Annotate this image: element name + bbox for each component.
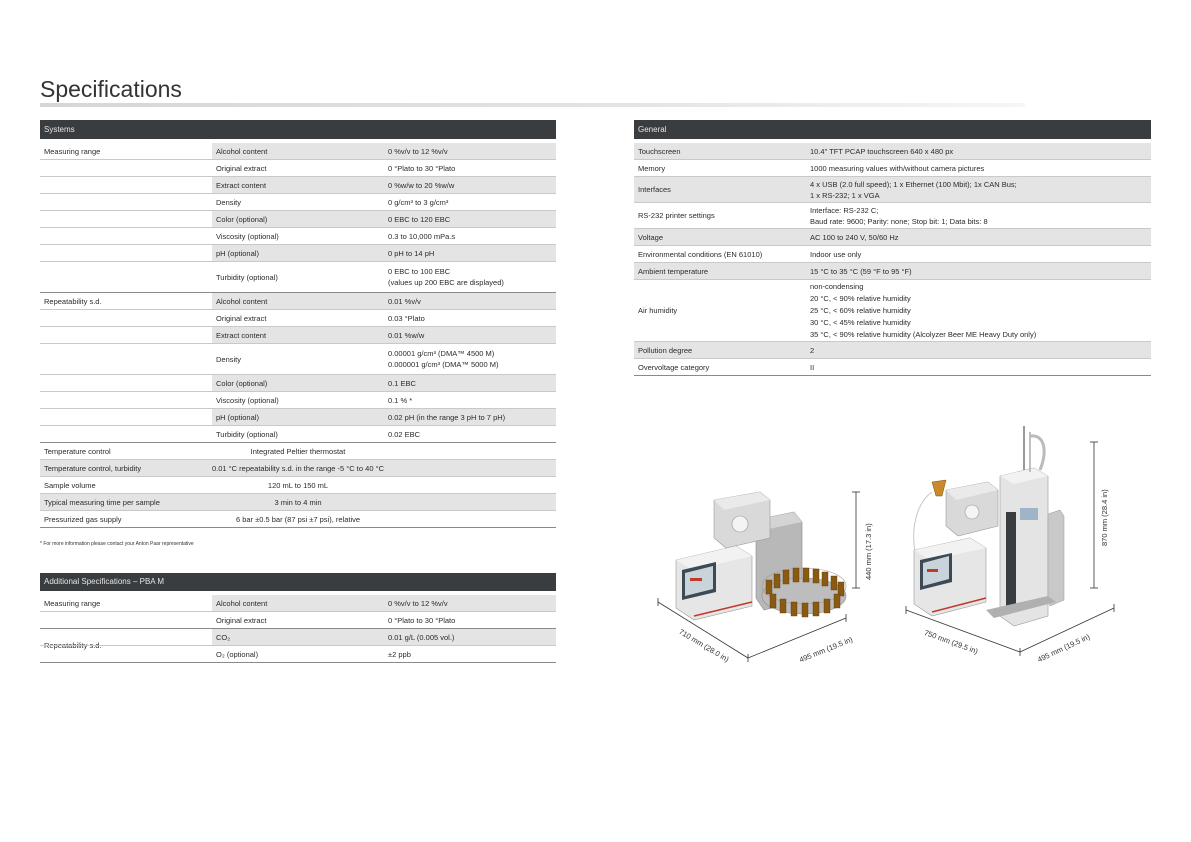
param-label: Alcohol content bbox=[212, 143, 384, 159]
table-row bbox=[40, 327, 556, 344]
table-row bbox=[634, 143, 1151, 160]
additional-measuring-range-group bbox=[40, 595, 556, 629]
table-row bbox=[634, 280, 1151, 342]
table-row bbox=[40, 629, 556, 646]
param-value: 0.02 EBC bbox=[388, 429, 421, 439]
spec-label: Pressurized gas supply bbox=[44, 514, 122, 524]
param-label: O₂ (optional) bbox=[216, 649, 259, 659]
table-row bbox=[40, 375, 556, 392]
spec-label: Pollution degree bbox=[638, 345, 693, 355]
param-label: pH (optional) bbox=[212, 409, 384, 425]
param-label: Density bbox=[216, 354, 242, 364]
param-label: Original extract bbox=[216, 313, 267, 323]
spec-label: Interfaces bbox=[638, 185, 671, 194]
spec-value-cell bbox=[806, 177, 1151, 202]
footnote: * For more information please contact your Anton Paar representative bbox=[40, 541, 194, 547]
param-value: 0.02 pH (in the range 3 pH to 7 pH) bbox=[384, 409, 556, 425]
param-label: Viscosity (optional) bbox=[216, 231, 279, 241]
additional-specs-header: Additional Specifications – PBA M bbox=[40, 573, 556, 591]
right-height-label: 870 mm (28.4 in) bbox=[1100, 489, 1109, 546]
page-title: Specifications bbox=[40, 76, 182, 102]
table-row bbox=[40, 494, 556, 511]
additional-specs-table bbox=[40, 573, 556, 663]
spec-value-cell bbox=[806, 203, 1151, 228]
param-label: Density bbox=[216, 197, 242, 207]
table-row bbox=[634, 246, 1151, 263]
spec-label: Temperature control bbox=[44, 446, 111, 456]
spec-label: Memory bbox=[638, 163, 666, 173]
spec-value: 0.01 °C repeatability s.d. in the range -5 °C to 40 °C bbox=[211, 463, 384, 473]
table-row bbox=[634, 263, 1151, 280]
param-label: Alcohol content bbox=[212, 595, 384, 611]
param-label: Original extract bbox=[216, 163, 267, 173]
repeatability-group bbox=[40, 293, 556, 443]
param-value: 0 pH to 14 pH bbox=[384, 245, 556, 261]
table-row bbox=[40, 262, 556, 293]
spec-value: 3 min to 4 min bbox=[274, 497, 322, 507]
param-value: 0.01 g/L (0.005 vol.) bbox=[384, 629, 556, 645]
spec-label: Air humidity bbox=[638, 306, 678, 315]
additional-repeatability-group bbox=[40, 629, 556, 663]
product-illustration bbox=[636, 420, 1128, 668]
table-row bbox=[634, 203, 1151, 229]
repeatability-label: Repeatability s.d. bbox=[44, 297, 102, 306]
table-row bbox=[634, 177, 1151, 203]
param-value: 0 g/cm³ to 3 g/cm³ bbox=[388, 197, 449, 207]
spec-label: Overvoltage category bbox=[638, 362, 710, 372]
spec-label: Touchscreen bbox=[638, 146, 681, 156]
param-value: 0 %v/v to 12 %v/v bbox=[384, 143, 556, 159]
spec-value-cell bbox=[806, 280, 1151, 341]
param-label: Color (optional) bbox=[212, 375, 384, 391]
spec-value-line: 4 x USB (2.0 full speed); 1 x Ethernet (100 Mbit); 1x CAN Bus; bbox=[810, 179, 1017, 189]
table-row bbox=[634, 229, 1151, 246]
right-width-label: 750 mm (29.5 in) bbox=[922, 628, 980, 656]
spec-value: 10.4" TFT PCAP touchscreen 640 x 480 px bbox=[810, 146, 954, 156]
systems-table bbox=[40, 120, 556, 528]
spec-value: 15 °C to 35 °C (59 °F to 95 °F) bbox=[810, 266, 912, 276]
spec-value-line: 20 °C, < 90% relative humidity bbox=[810, 293, 911, 303]
measuring-range-group bbox=[40, 143, 556, 293]
table-row bbox=[40, 595, 556, 612]
param-label: Extract content bbox=[212, 177, 384, 193]
table-row bbox=[40, 612, 556, 629]
table-row bbox=[40, 477, 556, 494]
param-value: 0.00001 g/cm³ (DMA™ 4500 M) bbox=[388, 349, 495, 358]
table-row bbox=[40, 344, 556, 375]
param-label: CO₂ bbox=[212, 629, 384, 645]
spec-label: Sample volume bbox=[44, 480, 96, 490]
param-value: 0.1 EBC bbox=[384, 375, 556, 391]
spec-value-line: 35 °C, < 90% relative humidity (Alcolyzer Beer ME Heavy Duty only) bbox=[810, 329, 1037, 339]
param-label: Turbidity (optional) bbox=[216, 272, 278, 282]
param-value: 0 %v/v to 12 %v/v bbox=[384, 595, 556, 611]
table-row bbox=[40, 245, 556, 262]
left-depth-label: 495 mm (19.5 in) bbox=[798, 634, 854, 665]
param-value: 0 °Plato to 30 °Plato bbox=[388, 615, 456, 625]
param-value-cell bbox=[384, 262, 556, 292]
table-row bbox=[40, 443, 556, 460]
param-label: Color (optional) bbox=[212, 211, 384, 227]
spec-value-line: Baud rate: 9600; Parity: none; Stop bit: 1; Data bits: 8 bbox=[810, 216, 988, 226]
tall-instrument bbox=[906, 426, 1114, 656]
table-row bbox=[40, 310, 556, 327]
table-row bbox=[40, 392, 556, 409]
table-row bbox=[634, 359, 1151, 376]
spec-value: II bbox=[810, 362, 815, 372]
table-row bbox=[40, 143, 556, 160]
product-dimensions-figure bbox=[636, 420, 1128, 668]
right-depth-label: 495 mm (19.5 in) bbox=[1036, 632, 1092, 665]
spec-value: 6 bar ±0.5 bar (87 psi ±7 psi), relative bbox=[235, 514, 361, 524]
param-label: Turbidity (optional) bbox=[216, 429, 278, 439]
spec-value: AC 100 to 240 V, 50/60 Hz bbox=[810, 232, 899, 242]
param-value: 0 EBC to 120 EBC bbox=[384, 211, 556, 227]
param-value-line2: 0.000001 g/cm³ (DMA™ 5000 M) bbox=[388, 360, 499, 369]
left-width-label: 710 mm (28.0 in) bbox=[677, 627, 731, 664]
spec-label: Voltage bbox=[638, 232, 664, 242]
table-row bbox=[40, 426, 556, 443]
table-row bbox=[40, 228, 556, 245]
param-value: 0 %w/w to 20 %w/w bbox=[384, 177, 556, 193]
param-value-cell bbox=[384, 344, 556, 374]
param-value: 0.3 to 10,000 mPa.s bbox=[388, 231, 456, 241]
param-label: Extract content bbox=[212, 327, 384, 343]
param-value: 0.1 % * bbox=[388, 395, 413, 405]
spec-value: Integrated Peltier thermostat bbox=[250, 446, 346, 456]
table-row bbox=[40, 160, 556, 177]
spec-value: 120 mL to 150 mL bbox=[267, 480, 329, 490]
table-row bbox=[634, 160, 1151, 177]
spec-value-line: 25 °C, < 60% relative humidity bbox=[810, 305, 911, 315]
measuring-range-label: Measuring range bbox=[44, 147, 101, 156]
table-row bbox=[40, 177, 556, 194]
spec-value: 2 bbox=[810, 345, 815, 355]
systems-header: Systems bbox=[40, 120, 556, 139]
param-value: 0 EBC to 100 EBC bbox=[388, 267, 451, 276]
param-label: Original extract bbox=[216, 615, 267, 625]
table-row bbox=[40, 646, 556, 663]
param-value: 0.01 %v/v bbox=[384, 293, 556, 309]
spec-value-line: 1 x RS-232; 1 x VGA bbox=[810, 190, 880, 200]
param-value-note: (values up 200 EBC are displayed) bbox=[388, 278, 504, 287]
spec-label: Environmental conditions (EN 61010) bbox=[638, 249, 763, 259]
general-table bbox=[634, 120, 1151, 376]
table-row bbox=[40, 211, 556, 228]
table-row bbox=[40, 293, 556, 310]
spec-value-line: Interface: RS-232 C; bbox=[810, 205, 879, 215]
spec-label: RS-232 printer settings bbox=[638, 211, 715, 220]
title-divider bbox=[40, 103, 1025, 107]
param-label: pH (optional) bbox=[212, 245, 384, 261]
table-row bbox=[40, 460, 556, 477]
spec-label: Ambient temperature bbox=[638, 266, 709, 276]
param-value: 0.01 %w/w bbox=[384, 327, 556, 343]
spec-value: 1000 measuring values with/without camera pictures bbox=[810, 163, 985, 173]
spec-value-line: non-condensing bbox=[810, 281, 864, 291]
table-row bbox=[40, 409, 556, 426]
spec-label: Temperature control, turbidity bbox=[44, 463, 142, 473]
param-label: Alcohol content bbox=[212, 293, 384, 309]
param-label: Viscosity (optional) bbox=[216, 395, 279, 405]
param-value: ±2 ppb bbox=[388, 649, 411, 659]
additional-measuring-range-label: Measuring range bbox=[44, 599, 101, 608]
general-header: General bbox=[634, 120, 1151, 139]
param-value: 0 °Plato to 30 °Plato bbox=[388, 163, 456, 173]
param-value: 0.03 °Plato bbox=[388, 313, 425, 323]
table-row bbox=[634, 342, 1151, 359]
spec-value-line: 30 °C, < 45% relative humidity bbox=[810, 317, 911, 327]
table-row bbox=[40, 511, 556, 528]
spec-label: Typical measuring time per sample bbox=[44, 497, 160, 507]
left-height-label: 440 mm (17.3 in) bbox=[864, 523, 873, 580]
table-row bbox=[40, 194, 556, 211]
spec-value: Indoor use only bbox=[810, 249, 862, 259]
additional-repeatability-label: Repeatability s.d. bbox=[44, 641, 102, 650]
